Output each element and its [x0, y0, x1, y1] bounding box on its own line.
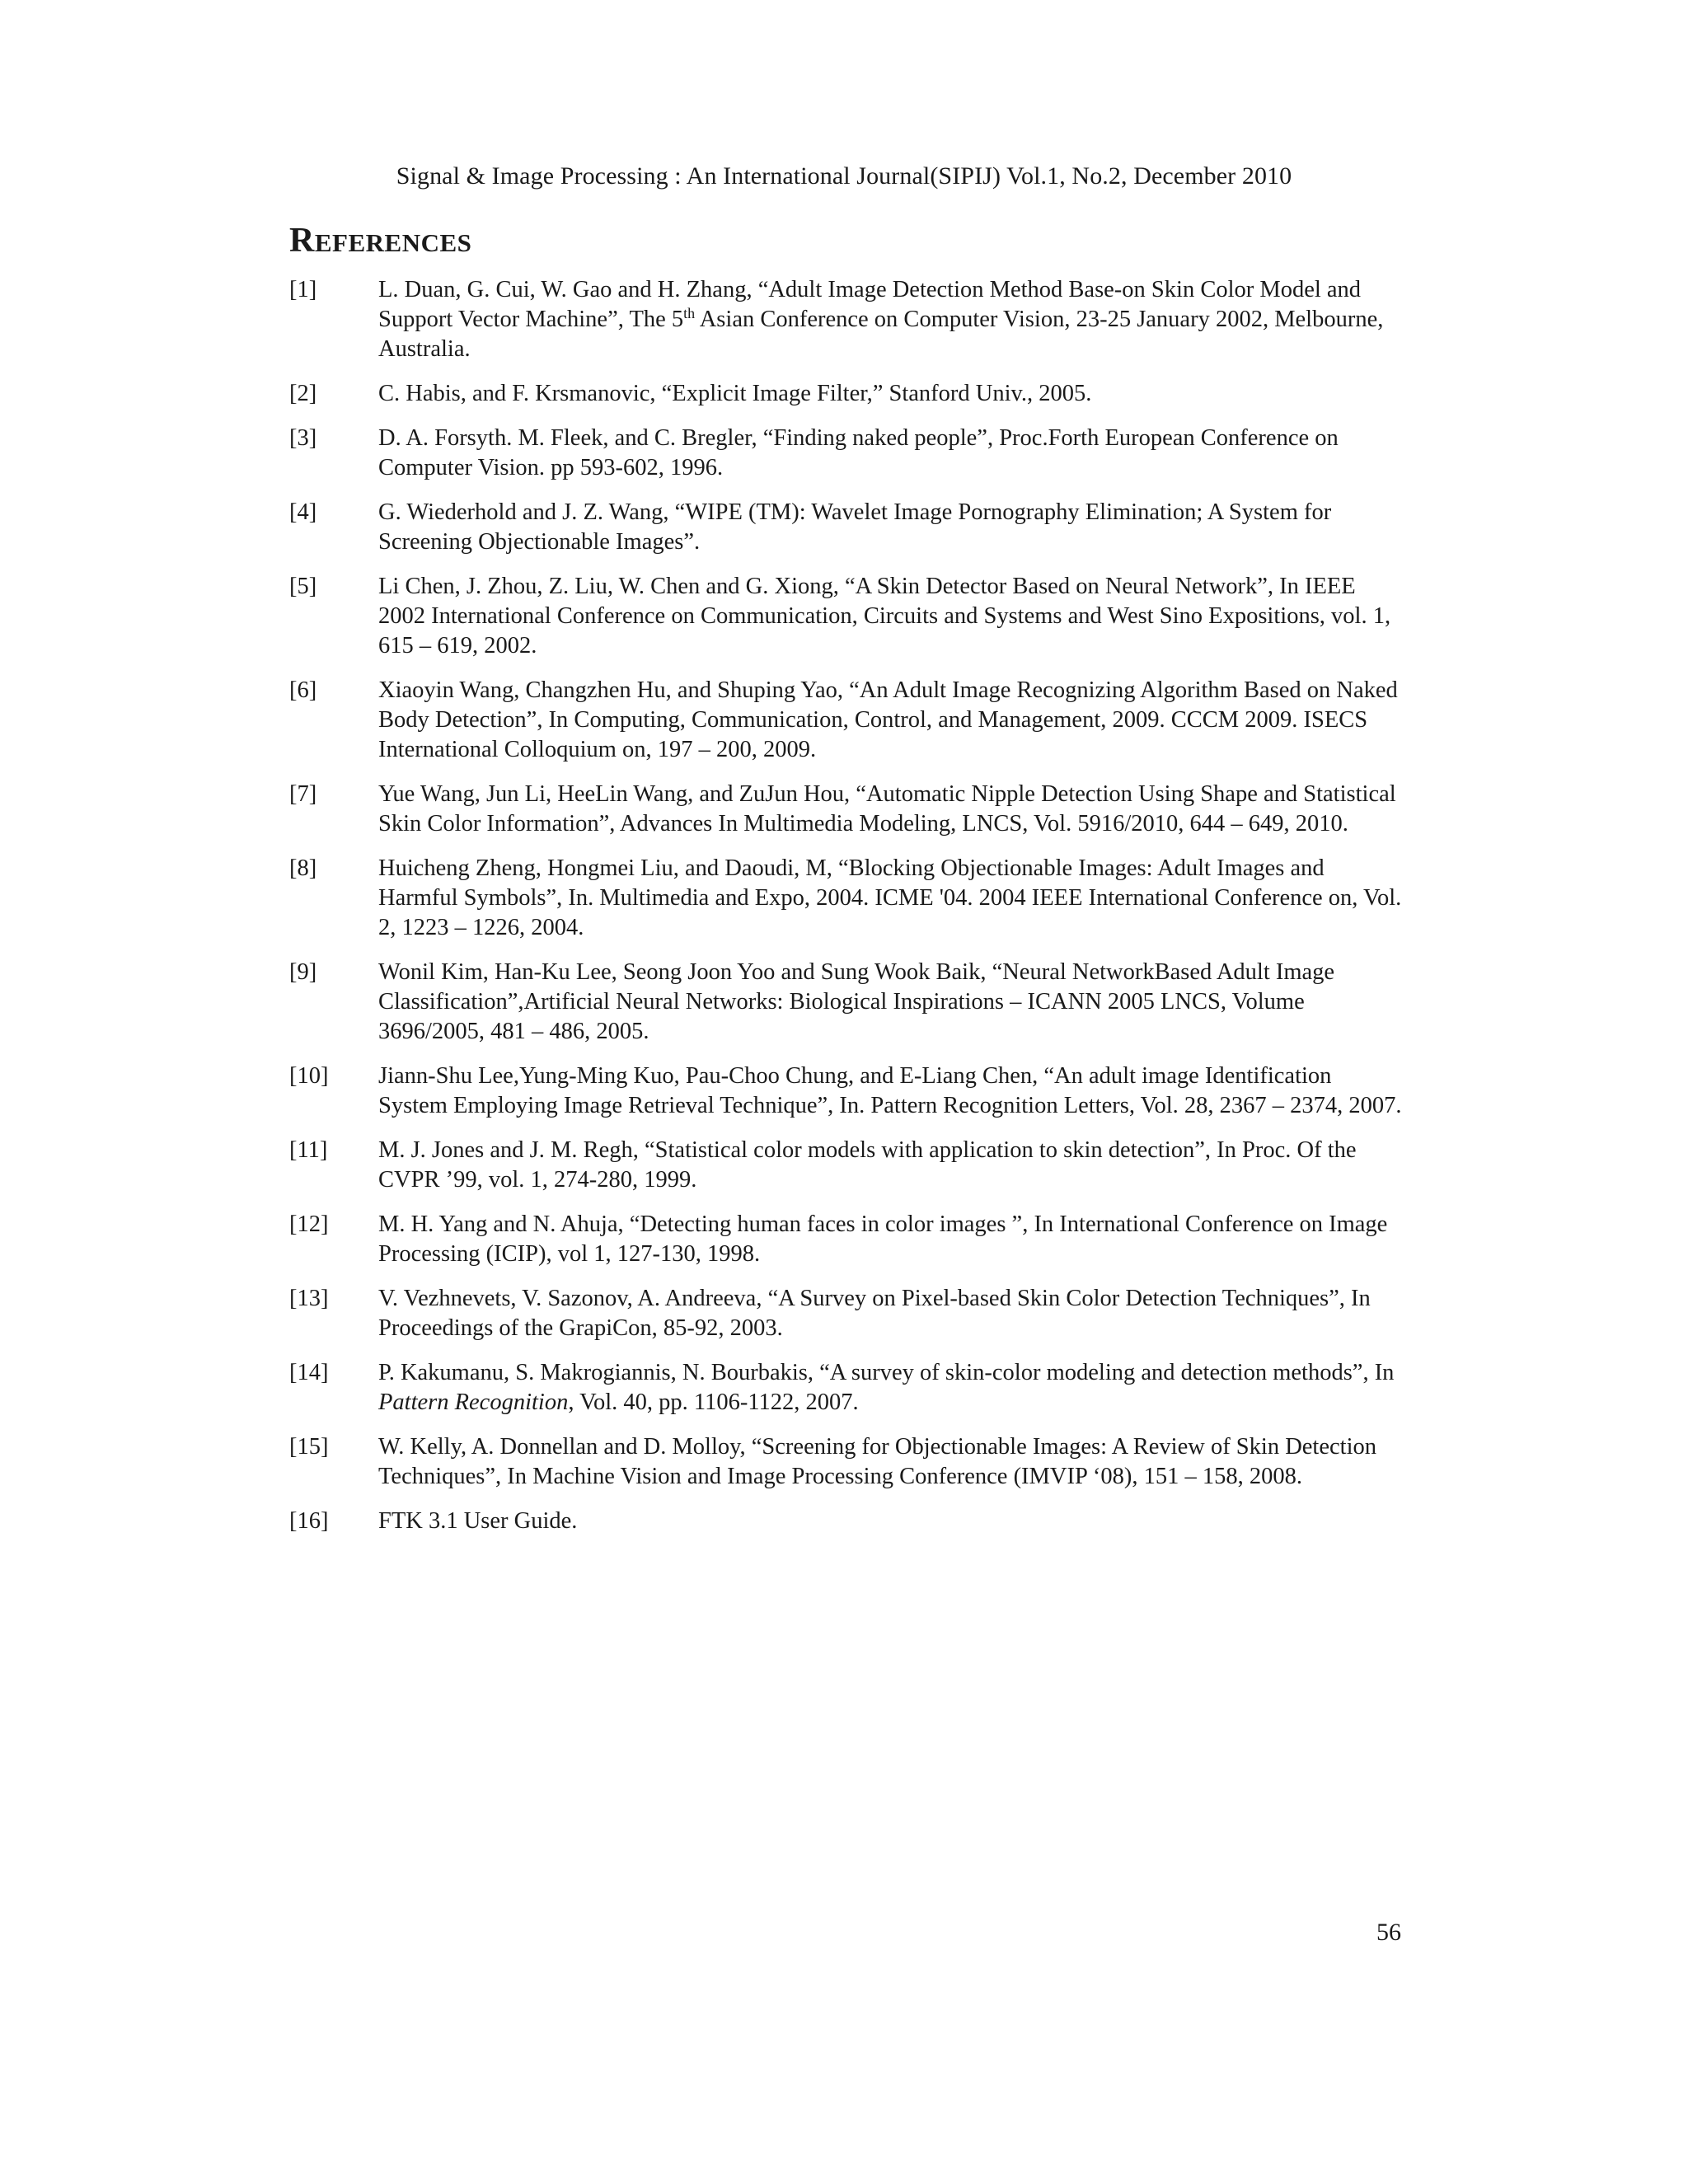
- reference-item-4: [289, 498, 1402, 557]
- reference-number: [1]: [289, 277, 317, 302]
- reference-item-11: [289, 1136, 1402, 1195]
- reference-number: [3]: [289, 425, 317, 451]
- reference-number: [9]: [289, 959, 317, 985]
- page-number: 56: [1376, 1919, 1401, 1946]
- reference-text: Huicheng Zheng, Hongmei Liu, and Daoudi, M, “Blocking Objectionable Images: Adult Images and Harmful Symbols”, In. Multimedia and Expo, 2004. ICME '04. 2004 IEEE International Conference on, Vol. 2, 1223 – 1226, 2004.: [378, 855, 1402, 940]
- reference-item-2: [289, 379, 1402, 409]
- reference-text: FTK 3.1 User Guide.: [378, 1508, 578, 1534]
- reference-text-part: P. Kakumanu, S. Makrogiannis, N. Bourbakis, “A survey of skin-color modeling and detection methods”, In: [378, 1360, 1395, 1385]
- reference-number: [15]: [289, 1434, 329, 1460]
- reference-item-5: [289, 572, 1402, 661]
- reference-text-part: , Vol. 40, pp. 1106-1122, 2007.: [568, 1390, 859, 1415]
- section-heading: [289, 221, 471, 263]
- reference-number: [14]: [289, 1360, 329, 1385]
- reference-number: [4]: [289, 499, 317, 525]
- reference-text: [378, 275, 1402, 364]
- reference-text-part: L. Duan, G. Cui, W. Gao and H. Zhang, “Adult Image Detection Method Base-on Skin Color Model and Support Vector Machine”, The 5: [378, 277, 1362, 332]
- running-header: Signal & Image Processing : An International Journal(SIPIJ) Vol.1, No.2, December 2010: [396, 162, 1292, 190]
- reference-text: W. Kelly, A. Donnellan and D. Molloy, “Screening for Objectionable Images: A Review of Skin Detection Techniques”, In Machine Vision and Image Processing Conference (IMVIP ‘08), 151 – 158, 2008.: [378, 1434, 1376, 1489]
- reference-item-3: [289, 424, 1402, 483]
- reference-text: M. H. Yang and N. Ahuja, “Detecting human faces in color images ”, In International Conference on Image Processing (ICIP), vol 1, 127-130, 1998.: [378, 1212, 1388, 1267]
- reference-text: G. Wiederhold and J. Z. Wang, “WIPE (TM): Wavelet Image Pornography Elimination; A System for Screening Objectionable Images”.: [378, 499, 1332, 555]
- reference-number: [7]: [289, 781, 317, 807]
- reference-list: [289, 275, 1402, 1551]
- reference-item-10: [289, 1062, 1402, 1121]
- ordinal-superscript: th: [683, 305, 696, 321]
- section-heading-initial: R: [289, 222, 315, 260]
- reference-text-part: Asian Conference on Computer Vision, 23-25 January 2002, Melbourne, Australia.: [378, 307, 1384, 362]
- reference-number: [6]: [289, 677, 317, 703]
- reference-text: Xiaoyin Wang, Changzhen Hu, and Shuping Yao, “An Adult Image Recognizing Algorithm Based on Naked Body Detection”, In Computing, Communication, Control, and Management, 2009. CCCM 2009. ISECS International Colloquium on, 197 – 200, 2009.: [378, 677, 1398, 762]
- reference-number: [10]: [289, 1063, 329, 1089]
- reference-text: C. Habis, and F. Krsmanovic, “Explicit Image Filter,” Stanford Univ., 2005.: [378, 381, 1092, 406]
- reference-number: [16]: [289, 1508, 329, 1534]
- reference-item-1: [289, 275, 1402, 364]
- reference-text: V. Vezhnevets, V. Sazonov, A. Andreeva, “A Survey on Pixel-based Skin Color Detection Techniques”, In Proceedings of the GrapiCon, 85-92, 2003.: [378, 1286, 1371, 1341]
- reference-item-8: [289, 854, 1402, 943]
- reference-item-6: [289, 676, 1402, 765]
- reference-number: [12]: [289, 1212, 329, 1237]
- reference-number: [2]: [289, 381, 317, 406]
- reference-text: Wonil Kim, Han-Ku Lee, Seong Joon Yoo and Sung Wook Baik, “Neural NetworkBased Adult Image Classification”,Artificial Neural Networks: Biological Inspirations – ICANN 2005 LNCS, Volume 3696/2005, 481 – 486, 2005.: [378, 959, 1335, 1044]
- reference-item-14: [289, 1358, 1402, 1418]
- reference-text: Yue Wang, Jun Li, HeeLin Wang, and ZuJun Hou, “Automatic Nipple Detection Using Shape and Statistical Skin Color Information”, Advances In Multimedia Modeling, LNCS, Vol. 5916/2010, 644 – 649, 2010.: [378, 781, 1396, 837]
- section-heading-rest: EFERENCES: [314, 228, 472, 257]
- reference-item-12: [289, 1210, 1402, 1269]
- reference-number: [11]: [289, 1137, 328, 1163]
- reference-text: M. J. Jones and J. M. Regh, “Statistical color models with application to skin detection”, In Proc. Of the CVPR ’99, vol. 1, 274-280, 1999.: [378, 1137, 1357, 1193]
- reference-item-13: [289, 1284, 1402, 1343]
- reference-text: [378, 1358, 1402, 1418]
- reference-item-7: [289, 780, 1402, 839]
- reference-number: [13]: [289, 1286, 329, 1311]
- reference-item-16: [289, 1507, 1402, 1536]
- reference-item-9: [289, 958, 1402, 1047]
- reference-item-15: [289, 1432, 1402, 1492]
- reference-text: Li Chen, J. Zhou, Z. Liu, W. Chen and G. Xiong, “A Skin Detector Based on Neural Network”, In IEEE 2002 International Conference on Communication, Circuits and Systems and West Sino Expositions, vol. 1, 615 – 619, 2002.: [378, 574, 1391, 658]
- reference-number: [8]: [289, 855, 317, 881]
- reference-text: Jiann-Shu Lee,Yung-Ming Kuo, Pau-Choo Chung, and E-Liang Chen, “An adult image Identification System Employing Image Retrieval Technique”, In. Pattern Recognition Letters, Vol. 28, 2367 – 2374, 2007.: [378, 1063, 1402, 1118]
- reference-number: [5]: [289, 574, 317, 599]
- journal-title: Pattern Recognition: [378, 1390, 569, 1415]
- reference-text: D. A. Forsyth. M. Fleek, and C. Bregler, “Finding naked people”, Proc.Forth European Conference on Computer Vision. pp 593-602, 1996.: [378, 425, 1339, 480]
